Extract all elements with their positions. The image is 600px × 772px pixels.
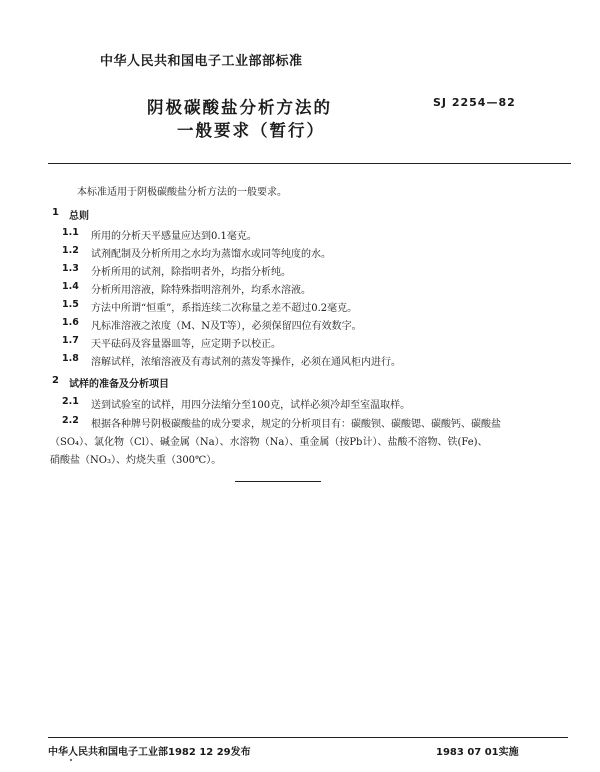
title-line-2: 一般要求（暂行） <box>177 121 325 140</box>
intro-text: 本标准适用于阴极碳酸盐分析方法的一般要求。 <box>77 187 287 198</box>
item-number: 1.2 <box>62 245 79 256</box>
section-2-number: 2 <box>52 375 59 386</box>
item-text: 凡标准溶液之浓度（M、N及T等），必须保留四位有效数字。 <box>91 321 362 332</box>
item-text: 试剂配制及分析所用之水均为蒸馏水或同等纯度的水。 <box>91 249 331 260</box>
section-1-title: 总则 <box>69 211 89 222</box>
item-number: 1.4 <box>62 281 79 292</box>
item-number: 1.8 <box>62 353 79 364</box>
effective-date: 1983 07 01实施 <box>436 747 519 758</box>
scan-speck <box>70 759 72 761</box>
item-text: 方法中所谓“恒重”，系指连续二次称量之差不超过0.2毫克。 <box>91 303 358 314</box>
standard-number: SJ 2254—82 <box>433 96 516 109</box>
title-line-1: 阴极碳酸盐分析方法的 <box>147 98 332 117</box>
item-text-line: （SO₄）、氯化物（Cl）、碱金属（Na）、水溶物（Na）、重金属（按Pb计）、盐酸不溶物、铁(Fe)、 <box>50 437 488 448</box>
item-number: 1.6 <box>62 317 79 328</box>
item-text: 送到试验室的试样，用四分法缩分至100克，试样必须冷却至室温取样。 <box>91 400 411 411</box>
item-number: 1.7 <box>62 335 79 346</box>
item-text-line: 硝酸盐（NO₃）、灼烧失重（300℃）。 <box>50 455 222 466</box>
section-2-title: 试样的准备及分析项目 <box>69 379 169 390</box>
item-number: 2.1 <box>62 396 79 407</box>
item-number: 1.5 <box>62 299 79 310</box>
item-text: 天平砝码及容量器皿等，应定期予以校正。 <box>91 339 281 350</box>
item-text: 分析所用溶液，除特殊指明溶剂外，均系水溶液。 <box>91 285 311 296</box>
item-number: 1.1 <box>62 227 79 238</box>
item-number: 1.3 <box>62 263 79 274</box>
header-divider <box>48 163 571 164</box>
item-number: 2.2 <box>62 415 79 426</box>
section-1-number: 1 <box>52 207 59 218</box>
item-text-line: 根据各种牌号阴极碳酸盐的成分要求，规定的分析项目有：碳酸钡、碳酸锶、碳酸钙、碳酸盐 <box>91 419 501 430</box>
footer-divider <box>48 737 568 738</box>
item-text: 溶解试样，浓缩溶液及有毒试剂的蒸发等操作，必须在通风柜内进行。 <box>91 357 401 368</box>
issue-date: 中华人民共和国电子工业部1982 12 29发布 <box>48 747 251 758</box>
item-text: 分析所用的试剂，除指明者外，均指分析纯。 <box>91 267 291 278</box>
section-end-rule <box>235 481 321 482</box>
ministry-header: 中华人民共和国电子工业部部标准 <box>100 54 303 69</box>
item-text: 所用的分析天平感量应达到0.1毫克。 <box>91 231 257 242</box>
